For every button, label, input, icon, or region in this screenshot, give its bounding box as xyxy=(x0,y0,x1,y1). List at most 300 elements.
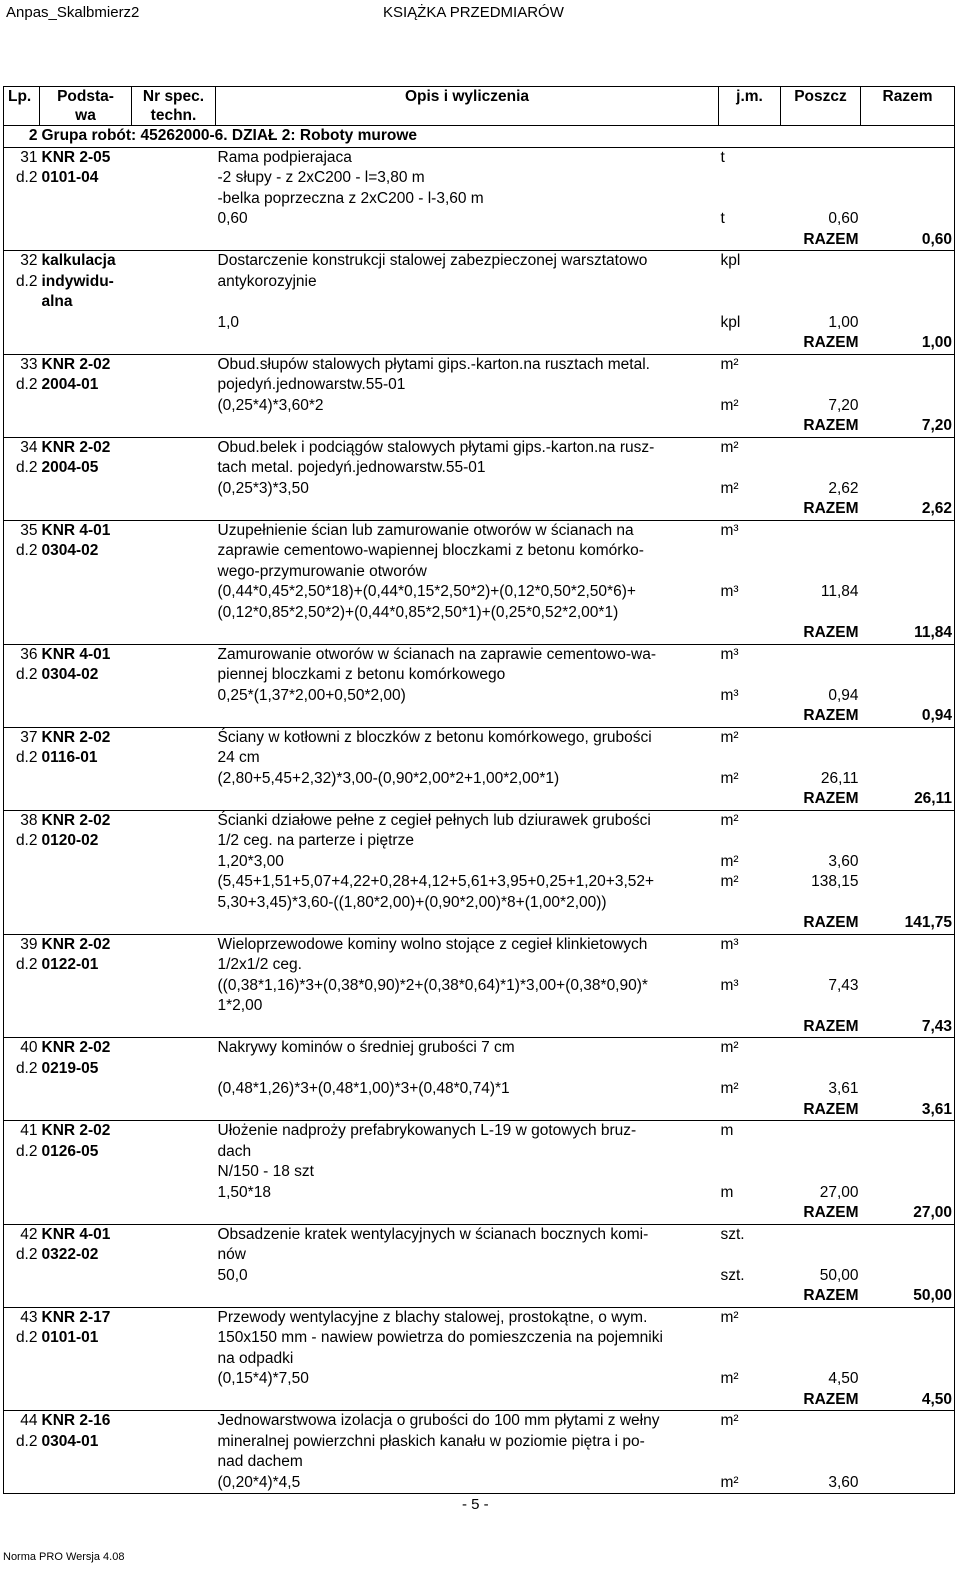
item-basis-cell xyxy=(40,955,132,976)
calc-blank xyxy=(132,479,216,500)
item-basis-cell xyxy=(40,562,132,583)
calc-blank xyxy=(4,209,40,230)
calc-value: 11,84 xyxy=(820,583,859,600)
table-bottom xyxy=(861,1494,955,1495)
item-lp-cell xyxy=(4,955,40,976)
calc-blank xyxy=(861,996,955,1017)
item-row xyxy=(4,1224,955,1245)
description-line: dach xyxy=(217,1142,252,1160)
calc-blank xyxy=(40,852,132,873)
group-title: Grupa robót: 45262000-6. DZIAŁ 2: Roboty murowe xyxy=(40,126,955,148)
item-unit xyxy=(719,1224,781,1245)
razem-blank xyxy=(719,913,781,934)
razem-blank xyxy=(4,623,40,644)
expression-text: 1,20*3,00 xyxy=(217,852,284,870)
razem-blank xyxy=(40,1286,132,1307)
item-basis: KNR 2-02 xyxy=(41,1122,111,1139)
unit-text: t xyxy=(720,210,725,227)
item-lp-cell xyxy=(4,1432,40,1453)
item-number: 42 xyxy=(20,1225,38,1243)
item-razem xyxy=(861,251,955,272)
item-basis: indywidu- xyxy=(41,272,114,290)
item-razem xyxy=(861,272,955,293)
item-basis: KNR 4-01 xyxy=(41,521,111,539)
razem-blank xyxy=(132,623,216,644)
item-poszcz xyxy=(781,1121,861,1142)
item-poszcz xyxy=(781,272,861,293)
calc-value: 1,00 xyxy=(828,313,859,331)
razem-blank xyxy=(40,706,132,727)
razem-blank xyxy=(132,499,216,520)
item-razem xyxy=(861,1349,955,1370)
item-poszcz xyxy=(781,458,861,479)
calc-value: 2,62 xyxy=(828,479,859,497)
col-opis: Opis i wyliczenia xyxy=(216,87,719,126)
item-lp-cell xyxy=(4,665,40,686)
razem-blank xyxy=(4,789,40,810)
calc-blank xyxy=(40,1183,132,1204)
item-unit xyxy=(719,541,781,562)
item-description xyxy=(216,1038,719,1059)
unit-text: m² xyxy=(720,396,739,414)
item-description xyxy=(216,727,719,748)
calc-blank xyxy=(4,1079,40,1100)
razem-total: 27,00 xyxy=(861,1203,955,1224)
item-razem xyxy=(861,437,955,458)
calc-blank xyxy=(861,893,955,914)
item-row xyxy=(4,748,955,769)
item-unit xyxy=(719,934,781,955)
description-line: Ścianki działowe pełne z cegieł pełnych lub dziurawek grubości xyxy=(217,811,651,829)
item-lp-cell xyxy=(4,831,40,852)
razem-blank xyxy=(216,499,719,520)
calc-blank xyxy=(861,686,955,707)
razem-total: 1,00 xyxy=(861,333,955,354)
calc-expression xyxy=(216,852,719,873)
item-unit xyxy=(719,1307,781,1328)
item-spec-cell xyxy=(132,1162,216,1183)
razem-total: 7,20 xyxy=(861,416,955,437)
item-lp-cell xyxy=(4,644,40,665)
calc-blank xyxy=(861,1266,955,1287)
item-basis-cell xyxy=(40,541,132,562)
item-description xyxy=(216,1328,719,1349)
calc-blank xyxy=(4,686,40,707)
unit-text: m³ xyxy=(720,976,739,994)
razem-blank xyxy=(216,1017,719,1038)
unit-text: m³ xyxy=(720,583,739,600)
description-line: 150x150 mm - nawiew powietrza do pomieszczenia na pojemniki xyxy=(217,1329,663,1346)
calc-blank xyxy=(4,396,40,417)
item-section: d.2 xyxy=(15,1142,38,1160)
item-lp-cell xyxy=(4,562,40,583)
razem-blank xyxy=(4,913,40,934)
item-section: d.2 xyxy=(15,956,38,973)
item-number: 41 xyxy=(20,1122,38,1139)
razem-blank xyxy=(4,333,40,354)
item-lp-cell xyxy=(4,1411,40,1432)
razem-blank xyxy=(216,1100,719,1121)
item-basis: 0122-01 xyxy=(41,956,99,973)
calc-unit xyxy=(719,1266,781,1287)
page-number: - 5 - xyxy=(462,1496,489,1513)
item-basis-cell xyxy=(40,1059,132,1080)
item-unit xyxy=(719,168,781,189)
item-basis: KNR 2-16 xyxy=(41,1412,111,1429)
item-description xyxy=(216,1142,719,1163)
item-razem xyxy=(861,727,955,748)
calc-expression-continued xyxy=(216,893,719,914)
item-unit xyxy=(719,251,781,272)
item-razem xyxy=(861,541,955,562)
razem-blank xyxy=(4,416,40,437)
description-line: Wieloprzewodowe kominy wolno stojące z cegieł klinkietowych xyxy=(217,935,648,953)
item-unit xyxy=(719,1142,781,1163)
razem-label: RAZEM xyxy=(781,333,861,354)
item-description xyxy=(216,1349,719,1370)
unit-text: m³ xyxy=(720,645,739,663)
item-unit xyxy=(719,1038,781,1059)
description-line: Obud.słupów stalowych płytami gips.-karton.na rusztach metal. xyxy=(217,355,650,373)
description-line: Ściany w kotłowni z bloczków z betonu komórkowego, grubości xyxy=(217,728,652,746)
item-number: 43 xyxy=(20,1308,38,1326)
item-description xyxy=(216,810,719,831)
item-description xyxy=(216,831,719,852)
item-unit xyxy=(719,292,781,313)
unit-text: m² xyxy=(720,852,739,870)
item-basis-cell xyxy=(40,1142,132,1163)
item-row xyxy=(4,147,955,168)
item-poszcz xyxy=(781,644,861,665)
razem-total: 0,60 xyxy=(861,230,955,251)
item-poszcz xyxy=(781,1224,861,1245)
item-razem xyxy=(861,1059,955,1080)
unit-text: m² xyxy=(720,811,739,829)
razem-blank xyxy=(132,706,216,727)
calc-expression xyxy=(216,1183,719,1204)
item-poszcz xyxy=(781,1059,861,1080)
description-line: Przewody wentylacyjne z blachy stalowej, prostokątne, o wym. xyxy=(217,1308,648,1326)
item-unit xyxy=(719,644,781,665)
item-description xyxy=(216,354,719,375)
item-number: 32 xyxy=(20,252,38,269)
unit-text: m² xyxy=(720,873,739,890)
calc-blank xyxy=(4,893,40,914)
calc-blank xyxy=(132,852,216,873)
calc-blank xyxy=(861,603,955,624)
item-razem xyxy=(861,810,955,831)
item-lp-cell xyxy=(4,375,40,396)
item-poszcz xyxy=(781,831,861,852)
razem-row xyxy=(4,499,955,520)
item-unit xyxy=(719,1059,781,1080)
item-spec-cell xyxy=(132,1432,216,1453)
razem-total: 0,94 xyxy=(861,706,955,727)
calc-expression xyxy=(216,976,719,997)
item-basis-cell xyxy=(40,810,132,831)
item-section: d.2 xyxy=(15,1432,38,1450)
item-unit xyxy=(719,727,781,748)
item-unit xyxy=(719,748,781,769)
item-row xyxy=(4,1349,955,1370)
expression-text: 0,25*(1,37*2,00+0,50*2,00) xyxy=(217,686,406,704)
item-unit xyxy=(719,1328,781,1349)
item-basis: 0304-01 xyxy=(41,1432,99,1450)
item-description xyxy=(216,1224,719,1245)
item-spec-cell xyxy=(132,147,216,168)
razem-blank xyxy=(4,1390,40,1411)
item-description xyxy=(216,520,719,541)
item-poszcz xyxy=(781,955,861,976)
razem-label: RAZEM xyxy=(781,1390,861,1411)
calc-row xyxy=(4,479,955,500)
calc-blank xyxy=(40,893,132,914)
razem-total: 4,50 xyxy=(861,1390,955,1411)
item-razem xyxy=(861,1432,955,1453)
razem-label: RAZEM xyxy=(781,706,861,727)
item-unit xyxy=(719,375,781,396)
razem-blank xyxy=(40,499,132,520)
description-line: N/150 - 18 szt xyxy=(217,1163,314,1180)
razem-blank xyxy=(719,333,781,354)
item-poszcz xyxy=(781,1349,861,1370)
item-razem xyxy=(861,955,955,976)
item-unit xyxy=(719,665,781,686)
item-description xyxy=(216,251,719,272)
item-lp-cell xyxy=(4,1038,40,1059)
col-lp: Lp. xyxy=(4,87,40,126)
razem-row xyxy=(4,706,955,727)
calc-blank xyxy=(861,1473,955,1494)
item-spec-cell xyxy=(132,437,216,458)
razem-label: RAZEM xyxy=(781,1203,861,1224)
razem-blank xyxy=(216,623,719,644)
razem-blank xyxy=(4,1100,40,1121)
item-spec-cell xyxy=(132,810,216,831)
calc-blank xyxy=(40,996,132,1017)
item-lp-cell xyxy=(4,1328,40,1349)
item-description xyxy=(216,748,719,769)
expression-text: (0,12*0,85*2,50*2)+(0,44*0,85*2,50*1)+(0,25*0,52*2,00*1) xyxy=(217,603,619,621)
item-razem xyxy=(861,1245,955,1266)
item-section: d.2 xyxy=(15,832,38,849)
item-number: 33 xyxy=(20,355,38,373)
razem-blank xyxy=(40,1100,132,1121)
razem-blank xyxy=(40,623,132,644)
calc-blank xyxy=(4,872,40,893)
description-line: 1/2x1/2 ceg. xyxy=(217,956,302,973)
item-lp-cell xyxy=(4,1142,40,1163)
item-spec-cell xyxy=(132,1452,216,1473)
item-basis: KNR 2-17 xyxy=(41,1308,111,1326)
item-row xyxy=(4,1452,955,1473)
item-basis-cell xyxy=(40,147,132,168)
description-line: Uzupełnienie ścian lub zamurowanie otworów w ścianach na xyxy=(217,521,634,539)
razem-blank xyxy=(40,789,132,810)
item-row xyxy=(4,1245,955,1266)
item-lp-cell xyxy=(4,437,40,458)
item-description xyxy=(216,458,719,479)
calc-row xyxy=(4,1183,955,1204)
item-razem xyxy=(861,1038,955,1059)
expression-text: (2,80+5,45+2,32)*3,00-(0,90*2,00*2+1,00*2,00*1) xyxy=(217,769,560,787)
col-razem: Razem xyxy=(861,87,955,126)
razem-blank xyxy=(719,230,781,251)
calc-blank xyxy=(861,1079,955,1100)
item-description xyxy=(216,437,719,458)
item-basis: KNR 2-02 xyxy=(41,355,111,373)
item-row xyxy=(4,934,955,955)
calc-blank xyxy=(40,479,132,500)
table-header-row xyxy=(4,87,955,126)
item-row xyxy=(4,831,955,852)
item-section: d.2 xyxy=(15,376,38,393)
item-poszcz xyxy=(781,541,861,562)
razem-blank xyxy=(4,1203,40,1224)
item-unit xyxy=(719,1349,781,1370)
item-unit xyxy=(719,831,781,852)
description-line: 1/2 ceg. na parterze i piętrze xyxy=(217,832,414,849)
description-line: Dostarczenie konstrukcji stalowej zabezpieczonej warsztatowo xyxy=(217,252,648,269)
calc-row xyxy=(4,313,955,334)
item-description xyxy=(216,1162,719,1183)
item-razem xyxy=(861,375,955,396)
item-lp-cell xyxy=(4,1452,40,1473)
item-razem xyxy=(861,748,955,769)
unit-text: m² xyxy=(720,769,739,787)
calc-unit xyxy=(719,582,781,603)
item-row xyxy=(4,272,955,293)
calc-row xyxy=(4,396,955,417)
item-basis: KNR 2-02 xyxy=(41,438,111,456)
calc-unit xyxy=(719,1183,781,1204)
item-razem xyxy=(861,665,955,686)
item-unit xyxy=(719,1411,781,1432)
calc-blank xyxy=(4,1266,40,1287)
item-number: 34 xyxy=(20,438,38,456)
razem-blank xyxy=(40,230,132,251)
unit-text: m² xyxy=(720,1473,739,1491)
item-lp-cell xyxy=(4,1224,40,1245)
item-poszcz xyxy=(781,520,861,541)
razem-blank xyxy=(132,333,216,354)
header-document-title: KSIĄŻKA PRZEDMIARÓW xyxy=(383,4,564,21)
calc-blank xyxy=(861,769,955,790)
item-row xyxy=(4,955,955,976)
item-basis: 2004-01 xyxy=(41,376,99,393)
item-poszcz xyxy=(781,1307,861,1328)
item-row xyxy=(4,292,955,313)
razem-label: RAZEM xyxy=(781,1100,861,1121)
item-description xyxy=(216,292,719,313)
item-row xyxy=(4,810,955,831)
razem-blank xyxy=(216,230,719,251)
item-poszcz xyxy=(781,354,861,375)
calc-blank xyxy=(40,582,132,603)
calc-blank xyxy=(132,1079,216,1100)
calc-unit xyxy=(719,313,781,334)
calc-unit xyxy=(719,209,781,230)
description-line: Rama podpierajaca xyxy=(217,148,352,166)
table-bottom xyxy=(216,1494,719,1495)
calc-blank xyxy=(132,313,216,334)
calc-blank xyxy=(40,1473,132,1494)
item-row xyxy=(4,1162,955,1183)
item-basis-cell xyxy=(40,934,132,955)
calc-value: 4,50 xyxy=(828,1370,859,1387)
item-razem xyxy=(861,1162,955,1183)
unit-text: kpl xyxy=(720,313,741,331)
razem-blank xyxy=(719,1203,781,1224)
item-unit xyxy=(719,147,781,168)
calc-row-continued xyxy=(4,893,955,914)
description-line: piennej bloczkami z betonu komórkowego xyxy=(217,666,506,683)
item-basis-cell xyxy=(40,292,132,313)
item-lp-cell xyxy=(4,251,40,272)
item-razem xyxy=(861,189,955,210)
description-line: Obud.belek i podciągów stalowych płytami gips.-karton.na rusz- xyxy=(217,438,655,456)
calc-blank xyxy=(861,1183,955,1204)
item-razem xyxy=(861,831,955,852)
item-razem xyxy=(861,1411,955,1432)
item-row xyxy=(4,1411,955,1432)
item-row xyxy=(4,168,955,189)
item-lp-cell xyxy=(4,727,40,748)
item-poszcz xyxy=(781,251,861,272)
calc-expression xyxy=(216,582,719,603)
description-line: wego-przymurowanie otworów xyxy=(217,562,427,580)
item-basis-cell xyxy=(40,458,132,479)
item-basis: 0126-05 xyxy=(41,1142,99,1160)
description-line: nad dachem xyxy=(217,1453,303,1470)
item-poszcz xyxy=(781,934,861,955)
item-description xyxy=(216,1411,719,1432)
item-row xyxy=(4,541,955,562)
calc-row-continued xyxy=(4,603,955,624)
unit-text: m² xyxy=(720,355,739,373)
calc-unit xyxy=(719,686,781,707)
calc-value: 3,60 xyxy=(828,1473,859,1491)
group-number: 2 xyxy=(4,126,40,148)
razem-blank xyxy=(132,416,216,437)
calc-expression xyxy=(216,1473,719,1494)
item-description xyxy=(216,1121,719,1142)
item-description xyxy=(216,1307,719,1328)
estimate-table xyxy=(3,86,955,1494)
item-description xyxy=(216,644,719,665)
item-spec-cell xyxy=(132,1224,216,1245)
razem-blank xyxy=(719,1017,781,1038)
expression-text: (0,25*4)*3,60*2 xyxy=(217,396,324,414)
razem-blank xyxy=(4,1017,40,1038)
razem-blank xyxy=(719,499,781,520)
item-basis-cell xyxy=(40,748,132,769)
razem-blank xyxy=(132,789,216,810)
item-unit xyxy=(719,1432,781,1453)
item-section: d.2 xyxy=(15,749,38,766)
calc-blank xyxy=(132,1369,216,1390)
item-basis: KNR 2-05 xyxy=(41,148,111,166)
item-spec-cell xyxy=(132,292,216,313)
unit-text: m² xyxy=(720,1080,739,1097)
description-line: na odpadki xyxy=(217,1349,294,1367)
table-bottom xyxy=(132,1494,216,1495)
item-poszcz xyxy=(781,1432,861,1453)
item-row xyxy=(4,665,955,686)
item-row xyxy=(4,520,955,541)
razem-row xyxy=(4,416,955,437)
calc-unit xyxy=(719,479,781,500)
